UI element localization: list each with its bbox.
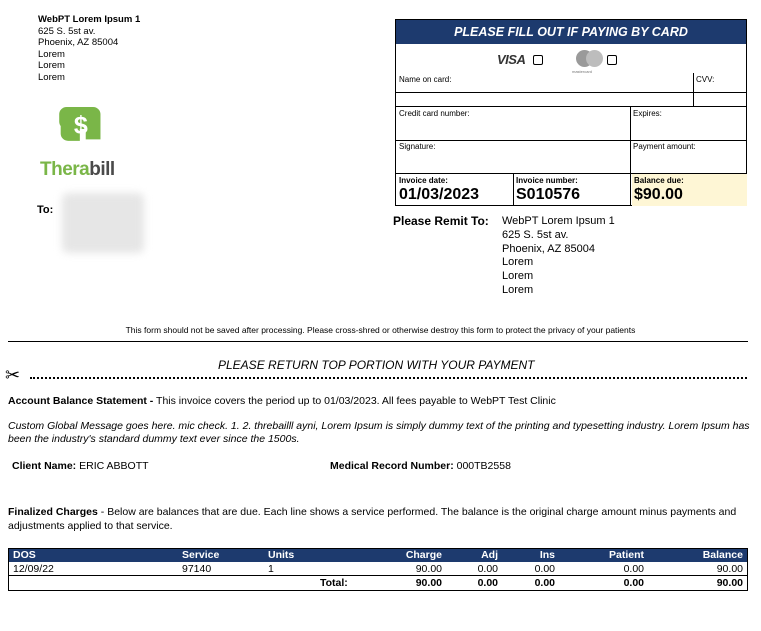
remit-line: Lorem [502,270,534,283]
total-ins: 0.00 [534,577,555,589]
total-charge: 90.00 [415,577,442,589]
cut-line [30,377,747,379]
mastercard-checkbox[interactable] [607,55,617,65]
header-units: Units [268,549,295,561]
sender-line: 625 S. 5st av. [38,25,96,37]
invoice-number-label: Invoice number: [516,176,578,185]
balance-due-label: Balance due: [634,176,684,185]
remit-to-label: Please Remit To: [393,214,489,228]
sender-line: Phoenix, AZ 85004 [38,37,119,48]
account-statement [8,395,556,407]
cell-patient: 0.00 [623,563,644,575]
header-service: Service [182,549,220,561]
mrn-label: Medical Record Number: [330,460,454,472]
divider [8,341,748,342]
cell-ins: 0.00 [534,563,555,575]
card-box-header: PLEASE FILL OUT IF PAYING BY CARD [396,20,746,44]
total-adj: 0.00 [477,577,498,589]
dollar-sign-icon [40,104,130,160]
cvv-label: CVV: [696,75,715,84]
total-patient: 0.00 [623,577,644,589]
finalized-charges-text [8,505,750,533]
remit-address [502,215,615,298]
header-balance: Balance [702,549,743,561]
invoice-number-value: S010576 [516,186,581,203]
cell-charge: 90.00 [415,563,442,575]
header-adj: Adj [481,549,498,561]
privacy-notice: This form should not be saved after processing. Please cross-shred or otherwise destroy this form to protect the privacy of your patients [125,325,636,335]
header-ins: Ins [539,549,555,561]
table-header [9,549,747,562]
client-name-label: Client Name: [12,460,77,472]
invoice-date-label: Invoice date: [399,176,448,185]
logo-text-bill: bill [89,159,115,180]
mastercard-icon [576,50,604,68]
invoice-date-value: 01/03/2023 [399,186,480,203]
header-dos: DOS [13,549,36,561]
total-balance: 90.00 [716,577,743,589]
sender-address [38,14,140,83]
header-charge: Charge [405,549,442,561]
mrn-value: 000TB2558 [453,460,511,472]
remit-line: Lorem [502,283,534,296]
return-instruction: PLEASE RETURN TOP PORTION WITH YOUR PAYMENT [218,358,535,372]
client-name-value: ERIC ABBOTT [76,460,149,472]
signature-label: Signature: [399,142,436,151]
remit-line: Lorem [502,256,534,269]
visa-checkbox[interactable] [533,55,543,65]
cell-service: 97140 [182,563,212,575]
balance-due-value: $90.00 [634,186,683,203]
sender-line: Lorem [38,60,65,71]
mastercard-label: mastercard [572,69,593,74]
cell-balance: 90.00 [716,563,743,575]
card-payment-box [395,19,747,206]
finalized-charges-desc: - Below are balances that are due. Each line shows a service performed. The balance is the original charge amount minus payments and adjustments applied to that service. [8,506,737,532]
svg-text:$: $ [73,111,88,140]
medical-record-number [330,460,511,472]
header-patient: Patient [608,549,644,561]
name-on-card-label: Name on card: [399,75,452,84]
cell-dos: 12/09/22 [13,563,54,575]
logo [40,159,115,181]
total-label: Total: [320,577,348,589]
visa-logo: VISA [497,52,526,67]
client-name [12,460,149,472]
to-label: To: [37,204,54,216]
cell-units: 1 [268,563,274,575]
total-divider [9,575,747,576]
expires-label: Expires: [633,109,662,118]
finalized-charges-title: Finalized Charges [8,506,98,518]
remit-line: Phoenix, AZ 85004 [502,242,595,255]
scissors-icon: ✂ [5,365,21,385]
charges-table [8,548,748,591]
account-statement-title: Account Balance Statement - [8,395,154,407]
remit-line: 625 S. 5st av. [502,228,569,241]
global-message: Custom Global Message goes here. mic check. 1. 2. threbailll ayni, Lorem Ipsum is simply dummy text of the printing and typesetting industry. Lorem Ipsum has been the industry's standard dummy text ever since the 1500s. [8,420,750,445]
sender-line: Lorem [38,48,65,60]
account-statement-text: This invoice covers the period up to 01/03/2023. All fees payable to WebPT Test Clinic [153,395,556,407]
redacted-recipient [62,193,144,253]
sender-name: WebPT Lorem Ipsum 1 [38,14,141,25]
sender-line: Lorem [38,71,65,83]
remit-line: WebPT Lorem Ipsum 1 [502,215,615,227]
logo-text-thera: Thera [40,159,90,180]
cell-adj: 0.00 [477,563,498,575]
credit-card-number-label: Credit card number: [399,109,470,118]
payment-amount-label: Payment amount: [633,142,696,151]
